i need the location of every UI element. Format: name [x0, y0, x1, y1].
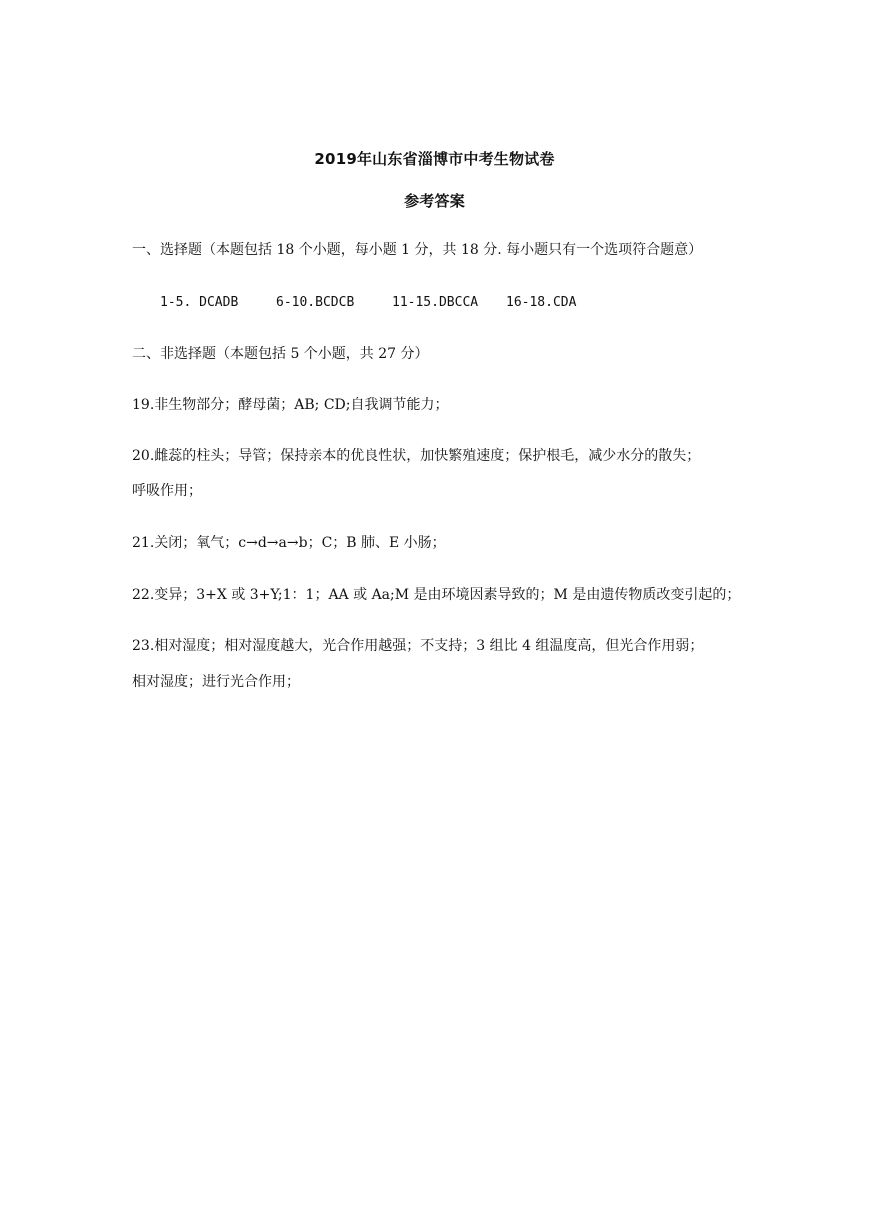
section2-heading: 二、非选择题（本题包括 5 个小题，共 27 分）: [132, 346, 429, 362]
document-title: 2019年山东省淄博市中考生物试卷: [314, 150, 555, 168]
answer-q22: 22.变异；3+X 或 3+Y;1：1；AA 或 Aa;M 是由环境因素导致的；M 是由遗传物质改变引起的；: [132, 587, 741, 603]
choice-answer-group: 6-10.BCDCB: [276, 295, 355, 310]
answer-q21: 21.关闭；氧气；c→d→a→b；C；B 肺、E 小肠；: [132, 535, 446, 551]
section1-heading: 一、选择题（本题包括 18 个小题，每小题 1 分，共 18 分. 每小题只有一个选项符合题意）: [132, 242, 703, 258]
answer-q23: 23.相对湿度；相对湿度越大，光合作用越强；不支持；3 组比 4 组温度高，但光合作用弱；: [132, 638, 704, 654]
choice-answer-group: 11-15.DBCCA: [392, 295, 479, 310]
answer-q20: 20.雌蕊的柱头；导管；保持亲本的优良性状，加快繁殖速度；保护根毛，减少水分的散失；: [132, 448, 701, 464]
answer-q20-continued: 呼吸作用；: [132, 483, 202, 499]
choice-answer-group: 1-5. DCADB: [160, 295, 239, 310]
answer-q23-continued: 相对湿度；进行光合作用；: [132, 674, 300, 690]
choice-answers-row: [160, 292, 800, 313]
document-subtitle: 参考答案: [404, 192, 465, 210]
answer-q19: 19.非生物部分；酵母菌；AB; CD;自我调节能力；: [132, 397, 449, 413]
choice-answer-group: 16-18.CDA: [506, 295, 577, 310]
